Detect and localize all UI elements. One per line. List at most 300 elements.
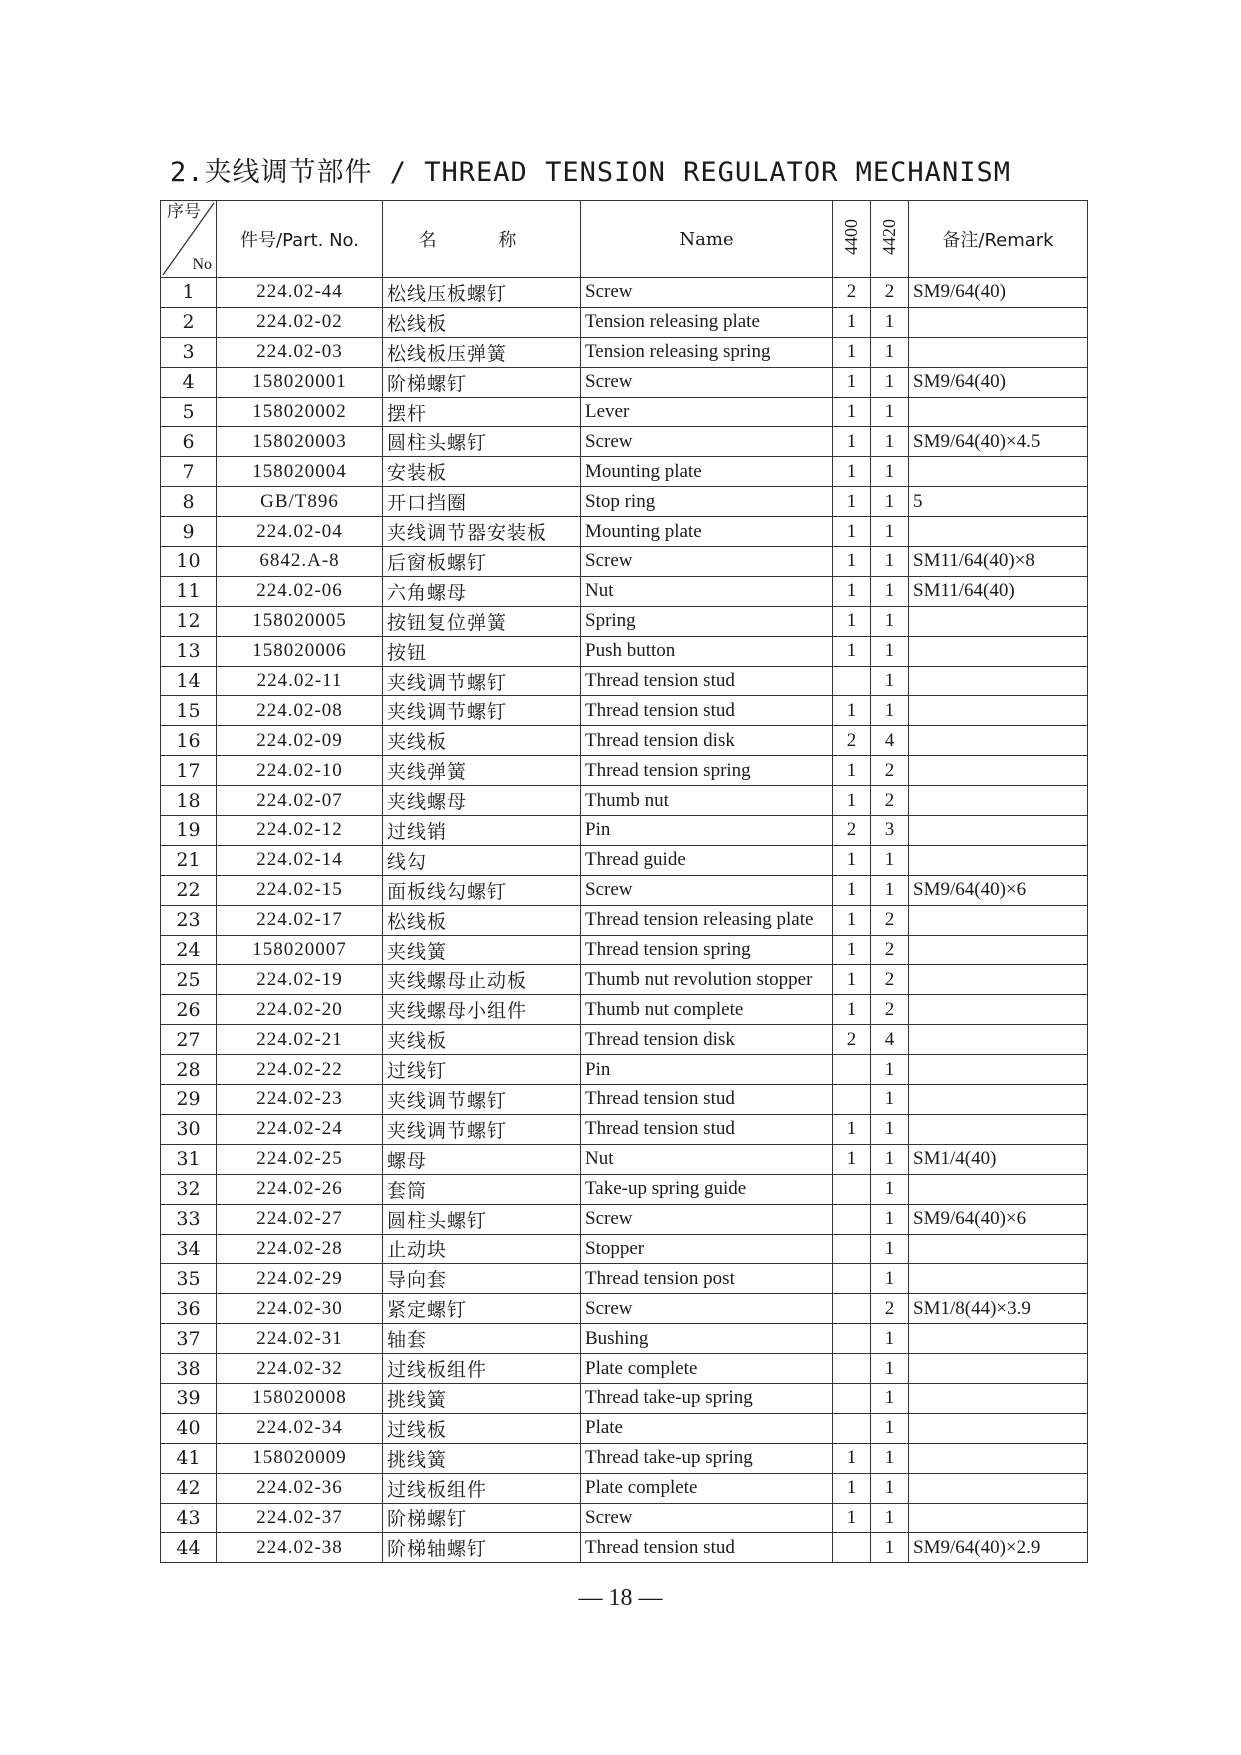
part-number: 224.02-19 bbox=[217, 965, 383, 995]
table-row bbox=[161, 1503, 1088, 1533]
qty-4400: 1 bbox=[833, 487, 871, 517]
part-number: 224.02-15 bbox=[217, 875, 383, 905]
row-number: 12 bbox=[161, 606, 217, 636]
qty-4420: 2 bbox=[871, 995, 909, 1025]
page-title: 2.夹线调节部件 / THREAD TENSION REGULATOR MECHANISM bbox=[170, 157, 1011, 188]
qty-4420: 1 bbox=[871, 1114, 909, 1144]
name-cn: 紧定螺钉 bbox=[383, 1294, 581, 1324]
name-cn: 按钮复位弹簧 bbox=[383, 606, 581, 636]
qty-4420: 1 bbox=[871, 1443, 909, 1473]
remark: SM1/4(40) bbox=[909, 1144, 1088, 1174]
remark bbox=[909, 517, 1088, 547]
qty-4400 bbox=[833, 1354, 871, 1384]
name-cn: 过线钉 bbox=[383, 1055, 581, 1085]
qty-4400 bbox=[833, 1204, 871, 1234]
qty-4400: 1 bbox=[833, 576, 871, 606]
name-en: Thread tension post bbox=[581, 1264, 833, 1294]
row-number: 6 bbox=[161, 427, 217, 457]
row-number: 1 bbox=[161, 278, 217, 308]
table-row bbox=[161, 1085, 1088, 1115]
qty-4400: 1 bbox=[833, 905, 871, 935]
remark: SM11/64(40) bbox=[909, 576, 1088, 606]
remark bbox=[909, 845, 1088, 875]
table-row bbox=[161, 576, 1088, 606]
name-cn: 面板线勾螺钉 bbox=[383, 875, 581, 905]
qty-4400: 2 bbox=[833, 1025, 871, 1055]
part-number: 158020004 bbox=[217, 457, 383, 487]
name-en: Thread tension releasing plate bbox=[581, 905, 833, 935]
qty-4420: 1 bbox=[871, 1383, 909, 1413]
row-number: 14 bbox=[161, 666, 217, 696]
qty-4420: 1 bbox=[871, 1413, 909, 1443]
part-number: 224.02-37 bbox=[217, 1503, 383, 1533]
name-en: Stop ring bbox=[581, 487, 833, 517]
qty-4420: 2 bbox=[871, 965, 909, 995]
qty-4420: 1 bbox=[871, 1473, 909, 1503]
row-number: 4 bbox=[161, 367, 217, 397]
table-row bbox=[161, 1264, 1088, 1294]
table-row bbox=[161, 696, 1088, 726]
qty-4420: 1 bbox=[871, 1174, 909, 1204]
row-number: 37 bbox=[161, 1324, 217, 1354]
name-cn: 夹线调节器安装板 bbox=[383, 517, 581, 547]
row-number: 10 bbox=[161, 547, 217, 577]
name-cn: 挑线簧 bbox=[383, 1383, 581, 1413]
row-number: 19 bbox=[161, 816, 217, 846]
row-number: 13 bbox=[161, 636, 217, 666]
qty-4420: 1 bbox=[871, 307, 909, 337]
qty-4420: 1 bbox=[871, 1354, 909, 1384]
remark bbox=[909, 1413, 1088, 1443]
qty-4420: 1 bbox=[871, 1055, 909, 1085]
row-number: 3 bbox=[161, 337, 217, 367]
table-row bbox=[161, 935, 1088, 965]
table-row bbox=[161, 1324, 1088, 1354]
part-number: 158020006 bbox=[217, 636, 383, 666]
name-en: Thread guide bbox=[581, 845, 833, 875]
qty-4420: 1 bbox=[871, 1503, 909, 1533]
table-row bbox=[161, 1114, 1088, 1144]
table-row bbox=[161, 517, 1088, 547]
name-en: Screw bbox=[581, 1503, 833, 1533]
table-row bbox=[161, 1354, 1088, 1384]
qty-4400 bbox=[833, 666, 871, 696]
remark bbox=[909, 457, 1088, 487]
part-number: 224.02-21 bbox=[217, 1025, 383, 1055]
remark bbox=[909, 307, 1088, 337]
table-body bbox=[161, 278, 1088, 1563]
part-number: 158020009 bbox=[217, 1443, 383, 1473]
name-en: Screw bbox=[581, 875, 833, 905]
remark: SM9/64(40)×4.5 bbox=[909, 427, 1088, 457]
part-number: 158020003 bbox=[217, 427, 383, 457]
part-number: 158020001 bbox=[217, 367, 383, 397]
remark bbox=[909, 666, 1088, 696]
remark: SM9/64(40)×2.9 bbox=[909, 1533, 1088, 1563]
name-cn: 松线板 bbox=[383, 905, 581, 935]
qty-4400: 1 bbox=[833, 1473, 871, 1503]
qty-4420: 1 bbox=[871, 576, 909, 606]
row-number: 22 bbox=[161, 875, 217, 905]
row-number: 35 bbox=[161, 1264, 217, 1294]
qty-4420: 2 bbox=[871, 1294, 909, 1324]
name-cn: 六角螺母 bbox=[383, 576, 581, 606]
part-number: 224.02-12 bbox=[217, 816, 383, 846]
part-number: 224.02-44 bbox=[217, 278, 383, 308]
header-qty-4400 bbox=[833, 201, 871, 278]
remark bbox=[909, 337, 1088, 367]
part-number: 224.02-36 bbox=[217, 1473, 383, 1503]
qty-4420: 1 bbox=[871, 367, 909, 397]
part-number: 224.02-03 bbox=[217, 337, 383, 367]
qty-4400: 2 bbox=[833, 816, 871, 846]
qty-4400 bbox=[833, 1294, 871, 1324]
name-cn: 阶梯轴螺钉 bbox=[383, 1533, 581, 1563]
part-number: 224.02-34 bbox=[217, 1413, 383, 1443]
name-en: Plate complete bbox=[581, 1473, 833, 1503]
header-qty-4420 bbox=[871, 201, 909, 278]
parts-table bbox=[160, 200, 1088, 1563]
name-en: Thread tension disk bbox=[581, 726, 833, 756]
table-row bbox=[161, 487, 1088, 517]
qty-4400 bbox=[833, 1055, 871, 1085]
remark bbox=[909, 1234, 1088, 1264]
name-en: Nut bbox=[581, 1144, 833, 1174]
part-number: 224.02-25 bbox=[217, 1144, 383, 1174]
row-number: 27 bbox=[161, 1025, 217, 1055]
qty-4400: 1 bbox=[833, 427, 871, 457]
part-number: 224.02-17 bbox=[217, 905, 383, 935]
table-row bbox=[161, 547, 1088, 577]
table-row bbox=[161, 905, 1088, 935]
name-en: Tension releasing spring bbox=[581, 337, 833, 367]
name-cn: 套筒 bbox=[383, 1174, 581, 1204]
remark: SM9/64(40) bbox=[909, 367, 1088, 397]
table-row bbox=[161, 367, 1088, 397]
name-en: Thread tension stud bbox=[581, 1085, 833, 1115]
table-row bbox=[161, 606, 1088, 636]
name-cn: 过线板组件 bbox=[383, 1473, 581, 1503]
name-cn: 夹线螺母 bbox=[383, 786, 581, 816]
part-number: 224.02-23 bbox=[217, 1085, 383, 1115]
name-en: Thumb nut bbox=[581, 786, 833, 816]
qty-4420: 1 bbox=[871, 666, 909, 696]
name-en: Pin bbox=[581, 816, 833, 846]
qty-4420: 1 bbox=[871, 636, 909, 666]
remark bbox=[909, 935, 1088, 965]
part-number: 224.02-09 bbox=[217, 726, 383, 756]
qty-4400: 1 bbox=[833, 1114, 871, 1144]
qty-4420: 1 bbox=[871, 397, 909, 427]
header-qty-4400-label: 4400 bbox=[841, 218, 861, 255]
row-number: 33 bbox=[161, 1204, 217, 1234]
name-en: Mounting plate bbox=[581, 517, 833, 547]
name-cn: 夹线螺母小组件 bbox=[383, 995, 581, 1025]
qty-4400 bbox=[833, 1174, 871, 1204]
name-cn: 过线板组件 bbox=[383, 1354, 581, 1384]
name-en: Thread tension stud bbox=[581, 1533, 833, 1563]
row-number: 34 bbox=[161, 1234, 217, 1264]
table-row bbox=[161, 1025, 1088, 1055]
name-en: Screw bbox=[581, 367, 833, 397]
name-en: Thread tension spring bbox=[581, 756, 833, 786]
qty-4420: 1 bbox=[871, 845, 909, 875]
qty-4420: 1 bbox=[871, 606, 909, 636]
qty-4400: 1 bbox=[833, 935, 871, 965]
name-cn: 夹线调节螺钉 bbox=[383, 1114, 581, 1144]
name-en: Screw bbox=[581, 278, 833, 308]
qty-4420: 1 bbox=[871, 1234, 909, 1264]
part-number: 224.02-20 bbox=[217, 995, 383, 1025]
part-number: GB/T896 bbox=[217, 487, 383, 517]
table-row bbox=[161, 995, 1088, 1025]
name-en: Screw bbox=[581, 1294, 833, 1324]
qty-4420: 1 bbox=[871, 1204, 909, 1234]
qty-4400: 2 bbox=[833, 726, 871, 756]
remark bbox=[909, 816, 1088, 846]
table-row bbox=[161, 1204, 1088, 1234]
row-number: 17 bbox=[161, 756, 217, 786]
remark bbox=[909, 1055, 1088, 1085]
name-en: Plate bbox=[581, 1413, 833, 1443]
remark: SM11/64(40)×8 bbox=[909, 547, 1088, 577]
header-no bbox=[161, 201, 217, 278]
row-number: 30 bbox=[161, 1114, 217, 1144]
remark bbox=[909, 636, 1088, 666]
table-header-row bbox=[161, 201, 1088, 278]
remark bbox=[909, 995, 1088, 1025]
qty-4400: 1 bbox=[833, 337, 871, 367]
qty-4400: 1 bbox=[833, 965, 871, 995]
name-cn: 开口挡圈 bbox=[383, 487, 581, 517]
part-number: 224.02-24 bbox=[217, 1114, 383, 1144]
part-number: 224.02-07 bbox=[217, 786, 383, 816]
name-cn: 夹线板 bbox=[383, 1025, 581, 1055]
name-cn: 夹线簧 bbox=[383, 935, 581, 965]
remark bbox=[909, 756, 1088, 786]
qty-4400: 1 bbox=[833, 547, 871, 577]
row-number: 31 bbox=[161, 1144, 217, 1174]
remark bbox=[909, 1383, 1088, 1413]
name-en: Thread tension disk bbox=[581, 1025, 833, 1055]
part-number: 224.02-08 bbox=[217, 696, 383, 726]
part-number: 158020002 bbox=[217, 397, 383, 427]
name-en: Pin bbox=[581, 1055, 833, 1085]
qty-4400: 1 bbox=[833, 1503, 871, 1533]
name-cn: 夹线板 bbox=[383, 726, 581, 756]
name-en: Thread tension stud bbox=[581, 696, 833, 726]
qty-4400: 1 bbox=[833, 367, 871, 397]
header-no-cn: 序号 bbox=[167, 202, 201, 222]
part-number: 224.02-30 bbox=[217, 1294, 383, 1324]
name-cn: 松线压板螺钉 bbox=[383, 278, 581, 308]
qty-4420: 2 bbox=[871, 756, 909, 786]
name-en: Push button bbox=[581, 636, 833, 666]
table-row bbox=[161, 427, 1088, 457]
qty-4400: 1 bbox=[833, 517, 871, 547]
remark bbox=[909, 1085, 1088, 1115]
qty-4400: 1 bbox=[833, 875, 871, 905]
qty-4400: 1 bbox=[833, 636, 871, 666]
name-en: Screw bbox=[581, 1204, 833, 1234]
name-en: Stopper bbox=[581, 1234, 833, 1264]
row-number: 16 bbox=[161, 726, 217, 756]
qty-4400: 1 bbox=[833, 307, 871, 337]
name-cn: 松线板压弹簧 bbox=[383, 337, 581, 367]
qty-4400: 1 bbox=[833, 457, 871, 487]
name-cn: 轴套 bbox=[383, 1324, 581, 1354]
part-number: 224.02-22 bbox=[217, 1055, 383, 1085]
part-number: 158020005 bbox=[217, 606, 383, 636]
qty-4400 bbox=[833, 1264, 871, 1294]
header-name-cn: 名 称 bbox=[383, 201, 581, 278]
remark bbox=[909, 606, 1088, 636]
table-row bbox=[161, 1055, 1088, 1085]
row-number: 24 bbox=[161, 935, 217, 965]
name-cn: 止动块 bbox=[383, 1234, 581, 1264]
name-en: Thread tension stud bbox=[581, 666, 833, 696]
row-number: 2 bbox=[161, 307, 217, 337]
table-row bbox=[161, 726, 1088, 756]
name-cn: 安装板 bbox=[383, 457, 581, 487]
table-row bbox=[161, 1533, 1088, 1563]
table-row bbox=[161, 875, 1088, 905]
row-number: 18 bbox=[161, 786, 217, 816]
part-number: 224.02-29 bbox=[217, 1264, 383, 1294]
part-number: 224.02-32 bbox=[217, 1354, 383, 1384]
header-part-no: 件号/Part. No. bbox=[217, 201, 383, 278]
remark bbox=[909, 696, 1088, 726]
table-row bbox=[161, 307, 1088, 337]
row-number: 40 bbox=[161, 1413, 217, 1443]
row-number: 29 bbox=[161, 1085, 217, 1115]
name-cn: 夹线弹簧 bbox=[383, 756, 581, 786]
name-en: Spring bbox=[581, 606, 833, 636]
name-cn: 夹线调节螺钉 bbox=[383, 696, 581, 726]
qty-4420: 1 bbox=[871, 547, 909, 577]
remark bbox=[909, 965, 1088, 995]
row-number: 23 bbox=[161, 905, 217, 935]
qty-4420: 1 bbox=[871, 1144, 909, 1174]
row-number: 28 bbox=[161, 1055, 217, 1085]
table-row bbox=[161, 1383, 1088, 1413]
remark bbox=[909, 1503, 1088, 1533]
row-number: 36 bbox=[161, 1294, 217, 1324]
remark bbox=[909, 905, 1088, 935]
name-cn: 后窗板螺钉 bbox=[383, 547, 581, 577]
qty-4420: 3 bbox=[871, 816, 909, 846]
part-number: 158020007 bbox=[217, 935, 383, 965]
row-number: 25 bbox=[161, 965, 217, 995]
qty-4420: 1 bbox=[871, 696, 909, 726]
table-row bbox=[161, 636, 1088, 666]
name-en: Take-up spring guide bbox=[581, 1174, 833, 1204]
remark bbox=[909, 1443, 1088, 1473]
table-row bbox=[161, 1294, 1088, 1324]
remark: SM9/64(40)×6 bbox=[909, 1204, 1088, 1234]
qty-4420: 2 bbox=[871, 786, 909, 816]
table-row bbox=[161, 457, 1088, 487]
table-row bbox=[161, 845, 1088, 875]
qty-4420: 1 bbox=[871, 517, 909, 547]
name-cn: 按钮 bbox=[383, 636, 581, 666]
name-en: Lever bbox=[581, 397, 833, 427]
remark: SM9/64(40)×6 bbox=[909, 875, 1088, 905]
row-number: 38 bbox=[161, 1354, 217, 1384]
qty-4420: 4 bbox=[871, 726, 909, 756]
table-row bbox=[161, 337, 1088, 367]
name-en: Thread tension stud bbox=[581, 1114, 833, 1144]
table-row bbox=[161, 397, 1088, 427]
row-number: 15 bbox=[161, 696, 217, 726]
name-cn: 夹线螺母止动板 bbox=[383, 965, 581, 995]
name-cn: 圆柱头螺钉 bbox=[383, 1204, 581, 1234]
name-en: Plate complete bbox=[581, 1354, 833, 1384]
part-number: 224.02-26 bbox=[217, 1174, 383, 1204]
header-name-en: Name bbox=[581, 201, 833, 278]
row-number: 5 bbox=[161, 397, 217, 427]
remark: SM1/8(44)×3.9 bbox=[909, 1294, 1088, 1324]
page-number: — 18 — bbox=[578, 1585, 663, 1611]
part-number: 224.02-28 bbox=[217, 1234, 383, 1264]
name-cn: 摆杆 bbox=[383, 397, 581, 427]
qty-4400 bbox=[833, 1234, 871, 1264]
remark: SM9/64(40) bbox=[909, 278, 1088, 308]
qty-4420: 2 bbox=[871, 905, 909, 935]
name-en: Thread tension spring bbox=[581, 935, 833, 965]
name-en: Thread take-up spring bbox=[581, 1383, 833, 1413]
remark bbox=[909, 1354, 1088, 1384]
qty-4420: 2 bbox=[871, 935, 909, 965]
qty-4420: 1 bbox=[871, 875, 909, 905]
qty-4400: 1 bbox=[833, 995, 871, 1025]
row-number: 26 bbox=[161, 995, 217, 1025]
qty-4420: 1 bbox=[871, 1324, 909, 1354]
table-row bbox=[161, 1443, 1088, 1473]
name-cn: 夹线调节螺钉 bbox=[383, 666, 581, 696]
table-row bbox=[161, 666, 1088, 696]
name-cn: 圆柱头螺钉 bbox=[383, 427, 581, 457]
row-number: 21 bbox=[161, 845, 217, 875]
header-qty-4420-label: 4420 bbox=[879, 218, 899, 255]
row-number: 11 bbox=[161, 576, 217, 606]
name-en: Nut bbox=[581, 576, 833, 606]
name-en: Thread take-up spring bbox=[581, 1443, 833, 1473]
part-number: 224.02-27 bbox=[217, 1204, 383, 1234]
row-number: 8 bbox=[161, 487, 217, 517]
remark bbox=[909, 397, 1088, 427]
part-number: 6842.A-8 bbox=[217, 547, 383, 577]
qty-4420: 1 bbox=[871, 337, 909, 367]
name-cn: 过线销 bbox=[383, 816, 581, 846]
name-en: Screw bbox=[581, 547, 833, 577]
name-cn: 过线板 bbox=[383, 1413, 581, 1443]
remark bbox=[909, 1473, 1088, 1503]
table-row bbox=[161, 1473, 1088, 1503]
qty-4400: 1 bbox=[833, 1443, 871, 1473]
qty-4400: 1 bbox=[833, 696, 871, 726]
part-number: 224.02-11 bbox=[217, 666, 383, 696]
row-number: 42 bbox=[161, 1473, 217, 1503]
part-number: 224.02-10 bbox=[217, 756, 383, 786]
remark bbox=[909, 1025, 1088, 1055]
name-cn: 挑线簧 bbox=[383, 1443, 581, 1473]
qty-4400 bbox=[833, 1324, 871, 1354]
name-en: Tension releasing plate bbox=[581, 307, 833, 337]
table-row bbox=[161, 965, 1088, 995]
qty-4420: 1 bbox=[871, 427, 909, 457]
row-number: 7 bbox=[161, 457, 217, 487]
